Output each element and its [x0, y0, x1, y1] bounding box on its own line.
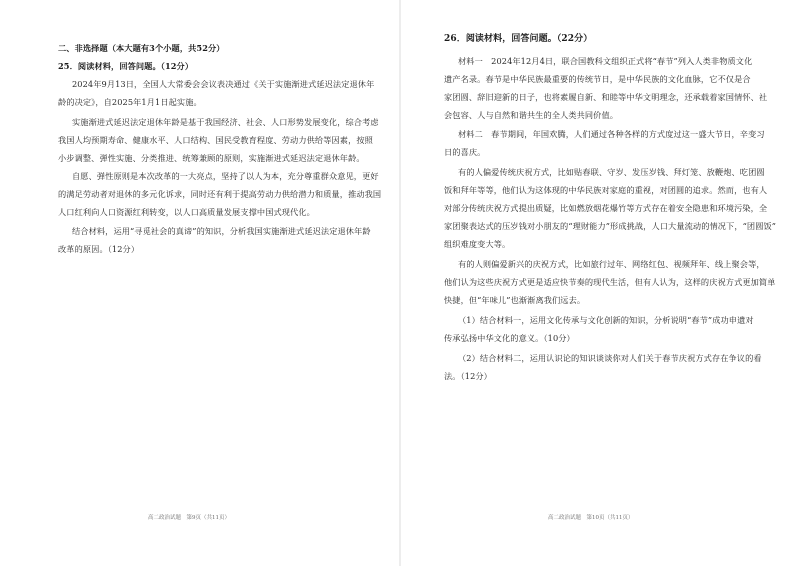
q26-subquestion-1: （1）结合材料一，运用文化传承与文化创新的知识，分析说明“春节”成功申遗对: [458, 315, 754, 325]
q26-line: 日的喜庆。: [444, 147, 486, 157]
q25-line: 人口红利向人口资源红利转变，以人口高质量发展支撑中国式现代化。: [58, 207, 315, 217]
right-page: [400, 0, 800, 566]
q25-line: 实施渐进式延迟法定退休年龄是基于我国经济、社会、人口形势发展变化，综合考虑: [72, 117, 379, 127]
q25-line: 自愿、弹性原则是本次改革的一大亮点，坚持了以人为本，充分尊重群众意见，更好: [72, 171, 379, 181]
q26-line: 材料一 2024年12月4日，联合国教科文组织正式将“春节”列入人类非物质文化: [458, 56, 753, 66]
q25-line: 结合材料，运用“寻觅社会的真谛”的知识，分析我国实施渐进式延迟法定退休年龄: [72, 226, 371, 236]
q26-line: 有的人则偏爱新兴的庆祝方式，比如旅行过年、网络红包、视频拜年、线上聚会等，: [458, 259, 765, 269]
page-footer: 高二政治试题 第9页（共11页）: [148, 515, 230, 521]
q26-line: 传承弘扬中华文化的意义。（10分）: [444, 333, 575, 343]
q26-line: 快捷，但“年味儿”也渐渐离我们远去。: [444, 295, 586, 305]
q26-line: 法。（12分）: [444, 371, 492, 381]
q25-line: 2024年9月13日，全国人大常委会会议表决通过《关于实施渐进式延迟法定退休年: [72, 79, 375, 89]
q26-line: 材料二 春节期间，年国欢腾，人们通过各种各样的方式度过这一盛大节日，辛变习: [458, 129, 765, 139]
q26-line: 他们认为这些庆祝方式更是适应快节奏的现代生活，但有人认为，这样的庆祝方式更加简单: [444, 277, 776, 287]
q26-line: 组织难度变大等。: [444, 239, 511, 249]
page-footer: 高二政治试题 第10页（共11页）: [548, 515, 634, 521]
q25-line: 的满足劳动者对退休的多元化诉求，同时还有利于提高劳动力供给潜力和质量，推动我国: [58, 189, 382, 199]
q26-line: 家团聚表达式的压岁钱对小朋友的“理财能力”形成挑战，人口大量流动的情况下，“团圆饭”: [444, 221, 777, 231]
q26-line: 有的人偏爱传统庆祝方式，比如贴春联、守岁、发压岁钱、拜灯笼、放鞭炮、吃团圆: [458, 167, 765, 177]
q26-line: 会包容、人与自然和谐共生的全人类共同价值。: [444, 110, 619, 120]
q25-line: 小步调整、弹性实施、分类推进、统筹兼顾的原则，实施渐进式延迟法定退休年龄。: [58, 153, 365, 163]
q26-title: 26．阅读材料，回答问题。（22分）: [444, 34, 593, 44]
q26-line: 饭和拜年等等，他们认为这体现的中华民族对家庭的重视，对团圆的追求。然而，也有人: [444, 185, 768, 195]
q26-line: 对部分传统庆祝方式提出质疑，比如燃放烟花爆竹等方式存在着安全隐患和环境污染，全: [444, 203, 768, 213]
q25-line: 改革的原因。（12分）: [58, 244, 140, 254]
q26-line: 遗产名录。春节是中华民族最重要的传统节日，是中华民族的文化血脉，它不仅是合: [444, 74, 751, 84]
q25-title: 25．阅读材料，回答问题。（12分）: [58, 61, 194, 71]
q26-line: 家团圆、辞旧迎新的日子，也将素履自新、和睦等中华文明理念，还承载着家国情怀、社: [444, 92, 768, 102]
section-heading: 二、非选择题（本大题有3个小题，共52分）: [58, 43, 225, 53]
q25-line: 我国人均预期寿命、健康水平、人口结构、国民受教育程度、劳动力供给等因素，按照: [58, 135, 373, 145]
q25-line: 龄的决定》，自2025年1月1日起实施。: [58, 97, 202, 107]
q26-subquestion-2: （2）结合材料二，运用认识论的知识谈谈你对人们关于春节庆祝方式存在争议的看: [458, 353, 762, 363]
